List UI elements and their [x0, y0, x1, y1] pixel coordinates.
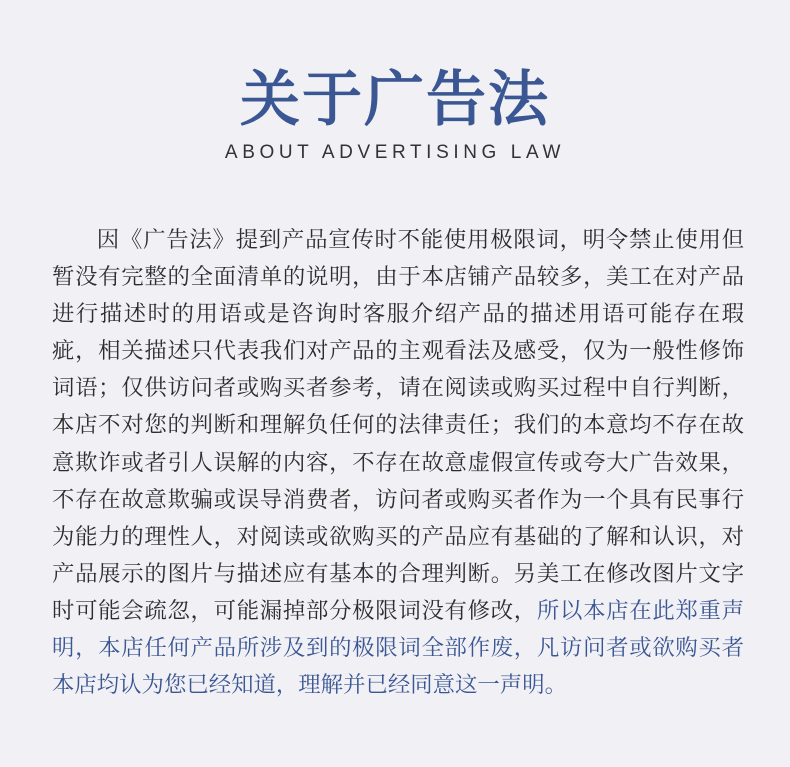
- notice-paragraph: [52, 222, 744, 704]
- page-title: 关于广告法: [240, 65, 550, 135]
- notice-highlight: 所以本店在此郑重声明，本店任何产品所涉及到的极限词全部作废，凡访问者或欲购买者本店均认为您已经知道，理解并已经同意这一声明。: [52, 597, 745, 699]
- page-subtitle: ABOUT ADVERTISING LAW: [224, 142, 566, 163]
- notice-text: 因《广告法》提到产品宣传时不能使用极限词，明令禁止使用但暂没有完整的全面清单的说明，由于本店铺产品较多，美工在对产品进行描述时的用语或是咨询时客服介绍产品的描述用语可能存在瑕疵，相关描述只代表我们对产品的主观看法及感受，仅为一般性修饰词语；仅供访问者或购买者参考，请在阅读或购买过程中自行判断，本店不对您的判断和理解负任何的法律责任；我们的本意均不存在故意欺诈或者引人误解的内容，不存在故意虚假宣传或夸大广告效果，不存在故意欺骗或误导消费者，访问者或购买者作为一个具有民事行为能力的理性人，对阅读或欲购买的产品应有基础的了解和认识，对产品展示的图片与描述应有基本的合理判断。另美工在修改图片文字时可能会疏忽，可能漏掉部分极限词没有修改，: [52, 227, 744, 624]
